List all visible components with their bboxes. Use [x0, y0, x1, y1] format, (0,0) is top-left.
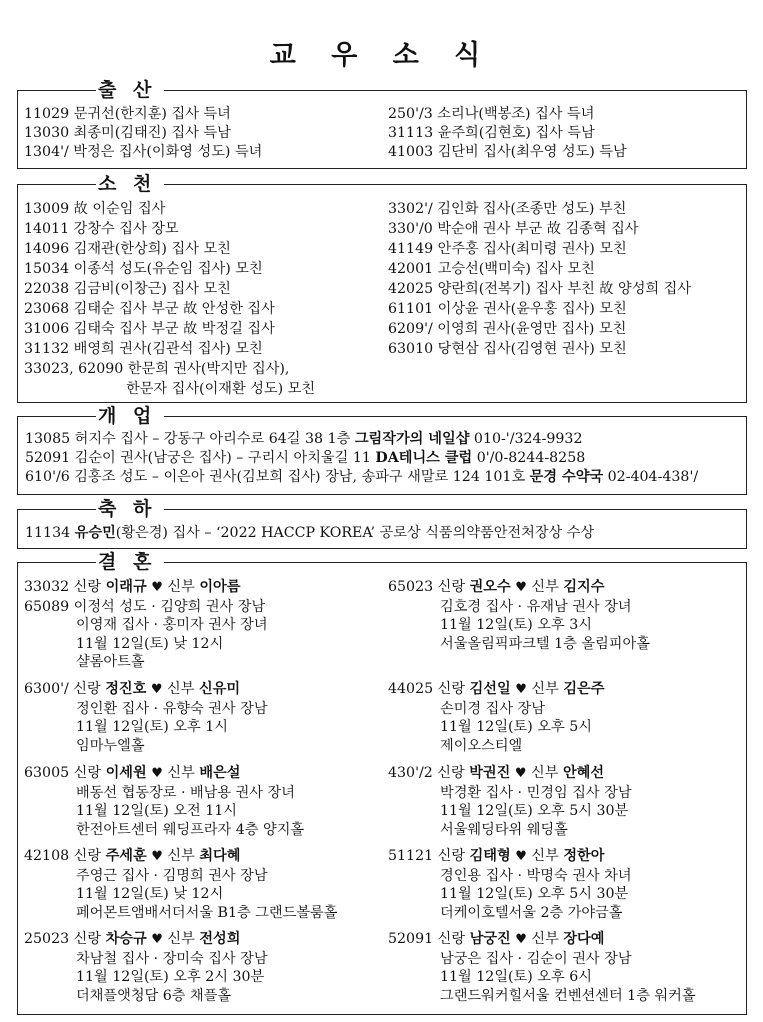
list-item: 23068 김태순 집사 부군 故 안성한 집사	[24, 301, 275, 317]
section-birth-title: 출 산	[96, 79, 164, 101]
member-id: 42108	[24, 848, 74, 864]
list-item: 330'/0 박순애 권사 부군 故 김종혁 집사	[388, 221, 639, 237]
bride-label: 신부	[167, 681, 199, 697]
wedding-detail-line: 제이오스티엘	[440, 737, 523, 754]
list-item: 63010 당현삼 집사(김영현 권사) 모친	[388, 341, 627, 357]
bride-name: 김지수	[563, 579, 605, 595]
section-congrats	[17, 498, 747, 549]
section-wedding-title: 결 혼	[96, 551, 164, 573]
wedding-detail-line: 서울웨딩타위 웨딩홀	[440, 821, 568, 838]
member-id: 33032	[24, 579, 74, 595]
bride-name: 배은설	[199, 765, 241, 781]
wedding-couple-line	[24, 930, 268, 950]
list-item: 52091 김순이 권사(남궁은 집사) – 구리시 아치울길 11 DA테니스 클럽 0'/0-8244-8258	[25, 450, 586, 467]
list-item: 42001 고승선(백미숙) 집사 모친	[388, 261, 595, 277]
wedding-detail-line: 11월 12일(토) 오후 6시	[440, 969, 592, 986]
list-item: 31006 김태숙 집사 부군 故 박정길 집사	[24, 321, 275, 337]
groom-label: 신랑	[73, 931, 106, 947]
wedding-detail-line: 그랜드워커힐서울 컨벤션센터 1층 워커홀	[440, 987, 696, 1004]
wedding-detail-line: 남궁은 집사 · 김순이 권사 장남	[440, 950, 632, 967]
list-item: 11029 문귀선(한지훈) 집사 득녀	[24, 106, 231, 122]
death-left-column	[24, 199, 315, 399]
wedding-detail-line: 손미경 집사 장남	[440, 700, 545, 717]
heart-icon: ♥	[515, 580, 527, 595]
list-item: 33023, 62090 한문희 권사(박지만 집사),	[24, 361, 290, 377]
wedding-entry	[24, 680, 268, 755]
page-title: 교 우 소 식	[269, 40, 494, 71]
wedding-detail-line: 11월 12일(토) 오후 2시 30분	[76, 969, 265, 986]
section-opening	[17, 405, 747, 495]
congrats-list	[25, 524, 594, 543]
wedding-detail-line: 11월 12일(토) 오후 5시 30분	[440, 886, 629, 903]
wedding-entry	[24, 764, 304, 839]
birth-left-column	[24, 105, 262, 163]
section-death-title: 소 천	[96, 173, 164, 195]
bride-label: 신부	[531, 765, 563, 781]
bride-name: 정한아	[563, 848, 605, 864]
groom-name: 정진호	[105, 681, 147, 697]
wedding-entry	[388, 578, 650, 653]
section-wedding	[17, 551, 747, 1015]
list-item: 61101 이상윤 권사(윤우홍 집사) 모친	[388, 301, 627, 317]
groom-name: 주세훈	[105, 848, 147, 864]
list-item: 22038 김금비(이창근) 집사 모친	[24, 281, 231, 297]
wedding-detail-line: 서울올림픽파크텔 1층 올림피아홀	[440, 635, 650, 652]
list-item: 13030 최종미(김태진) 집사 득남	[24, 125, 231, 142]
list-item: 31113 윤주희(김현호) 집사 득남	[388, 125, 595, 142]
death-right-column	[388, 199, 691, 359]
wedding-detail-line: 11월 12일(토) 오전 11시	[76, 803, 237, 820]
bride-name: 신유미	[198, 681, 241, 697]
list-item: 1304'/ 박정은 집사(이화영 성도) 득녀	[24, 144, 263, 161]
section-congrats-title: 축 하	[96, 498, 164, 520]
wedding-detail-line: 페어몬트앰배서더서울 B1층 그랜드볼룸홀	[76, 904, 338, 921]
heart-icon: ♥	[515, 682, 527, 697]
bride-label: 신부	[167, 931, 200, 947]
heart-icon: ♥	[515, 932, 527, 947]
section-birth	[17, 79, 747, 169]
list-item: 250'/3 소리나(백봉조) 집사 득녀	[388, 106, 595, 122]
groom-label: 신랑	[73, 681, 106, 697]
wedding-couple-line	[24, 578, 268, 598]
list-item: 6209'/ 이영희 권사(윤영만 집사) 모친	[388, 321, 627, 337]
bride-name: 안혜선	[562, 765, 605, 781]
wedding-detail-line: 임마누엘홀	[76, 737, 145, 754]
wedding-couple-line	[388, 930, 696, 950]
groom-label: 신랑	[437, 848, 470, 864]
heart-icon: ♥	[515, 849, 527, 864]
wedding-couple-line	[24, 680, 268, 700]
heart-icon: ♥	[151, 766, 163, 781]
list-item: 31132 배영희 권사(김관석 집사) 모친	[24, 341, 263, 357]
bride-label: 신부	[167, 765, 200, 781]
opening-list	[25, 430, 698, 488]
member-id: 65023	[388, 579, 438, 595]
wedding-detail-line: 더케이호텔서울 2층 가야금홀	[440, 904, 623, 921]
wedding-detail-line: 김호경 집사 · 유재남 권사 장녀	[440, 598, 632, 615]
groom-label: 신랑	[437, 681, 470, 697]
birth-right-column	[388, 105, 627, 163]
groom-name: 이래규	[105, 579, 147, 595]
wedding-detail-line: 이영재 집사 · 홍미자 권사 장녀	[76, 617, 268, 634]
wedding-detail-line: 박경환 집사 · 민경임 집사 장남	[440, 784, 632, 801]
wedding-entry	[24, 578, 268, 672]
heart-icon: ♥	[514, 766, 527, 781]
member-id: 44025	[388, 681, 438, 697]
heart-icon: ♥	[151, 932, 163, 947]
groom-name: 박권진	[469, 765, 511, 781]
bride-label: 신부	[531, 681, 564, 697]
member-id: 51121	[388, 848, 438, 864]
bride-label: 신부	[531, 931, 564, 947]
wedding-detail-line: 더채플앳청담 6층 채플홀	[76, 987, 232, 1004]
wedding-entry	[24, 847, 337, 922]
bride-name: 장다예	[563, 931, 605, 947]
bride-label: 신부	[167, 579, 200, 595]
groom-name: 권오수	[469, 579, 511, 595]
wedding-detail-line: 배동선 협동장로 · 배남용 권사 장녀	[76, 784, 295, 801]
groom-label: 신랑	[437, 931, 470, 947]
groom-label: 신랑	[437, 765, 470, 781]
groom-name: 김태형	[469, 848, 511, 864]
list-item: 41149 안주홍 집사(최미령 권사) 모친	[388, 241, 627, 257]
wedding-detail-line: 11월 12일(토) 오후 5시	[440, 719, 592, 736]
bride-name: 김은주	[563, 681, 605, 697]
list-item-continuation: 한문자 집사(이재환 성도) 모친	[126, 381, 316, 397]
list-item: 3302'/ 김인화 집사(조종만 성도) 부친	[388, 201, 627, 217]
groom-name: 차승규	[105, 931, 147, 947]
groom-label: 신랑	[437, 579, 470, 595]
list-item: 14096 김재관(한상희) 집사 모친	[24, 241, 231, 257]
wedding-detail-line: 11월 12일(토) 낮 12시	[76, 635, 224, 652]
bride-label: 신부	[167, 848, 200, 864]
heart-icon: ♥	[151, 580, 163, 595]
groom-name: 남궁진	[469, 931, 511, 947]
groom-label: 신랑	[73, 765, 106, 781]
list-item: 15034 이종석 성도(유순임 집사) 모친	[24, 261, 263, 277]
bride-label: 신부	[531, 579, 564, 595]
wedding-detail-line: 11월 12일(토) 오후 3시	[440, 617, 592, 634]
wedding-detail-line: 11월 12일(토) 오후 5시 30분	[440, 803, 629, 820]
wedding-detail-line: 11월 12일(토) 낮 12시	[76, 886, 224, 903]
member-id: 25023	[24, 931, 74, 947]
bride-name: 이아름	[199, 579, 241, 595]
member-id: 6300'/	[24, 681, 74, 697]
member-id: 52091	[388, 931, 438, 947]
wedding-entry	[24, 930, 268, 1005]
wedding-couple-line	[24, 847, 337, 867]
wedding-detail-line: 65089 이정석 성도 · 김양희 권사 장남	[24, 598, 266, 615]
wedding-entry	[388, 764, 632, 839]
list-item: 14011 강창수 집사 장모	[24, 221, 179, 237]
list-item: 610'/6 김홍조 성도 – 이은아 권사(김보희 집사) 장남, 송파구 새말로 124 101호 문경 수약국 02-404-438'/	[25, 469, 699, 486]
wedding-couple-line	[388, 680, 604, 700]
list-item: 13009 故 이순임 집사	[24, 201, 166, 217]
groom-label: 신랑	[73, 848, 106, 864]
wedding-detail-line: 주영근 집사 · 김명희 권사 장남	[76, 867, 268, 884]
heart-icon: ♥	[151, 849, 163, 864]
list-item: 42025 양란희(전복기) 집사 부친 故 양성희 집사	[388, 281, 692, 297]
wedding-detail-line: 정인환 집사 · 유향숙 권사 장남	[76, 700, 268, 717]
list-item: 41003 김단비 집사(최우영 성도) 득남	[388, 144, 627, 161]
groom-label: 신랑	[73, 579, 106, 595]
wedding-couple-line	[24, 764, 304, 784]
list-item: 13085 허지수 집사 – 강동구 아리수로 64길 38 1층 그림작가의 네일샵 010-'/324-9932	[25, 431, 583, 447]
section-death	[17, 173, 747, 403]
wedding-entry	[388, 930, 696, 1005]
bride-label: 신부	[531, 848, 564, 864]
wedding-couple-line	[388, 578, 650, 598]
wedding-entry	[388, 680, 604, 755]
wedding-detail-line: 11월 12일(토) 오후 1시	[76, 719, 228, 736]
wedding-couple-line	[388, 847, 632, 867]
bride-name: 최다혜	[199, 848, 241, 864]
section-opening-title: 개 업	[96, 405, 164, 427]
member-id: 63005	[24, 765, 74, 781]
wedding-detail-line: 경인용 집사 · 박명숙 권사 차녀	[440, 867, 632, 884]
wedding-couple-line	[388, 764, 632, 784]
wedding-detail-line: 차남철 집사 · 장미숙 집사 장남	[76, 950, 268, 967]
list-item: 11134 유승민(황은경) 집사 – ‘2022 HACCP KOREA’ 공로상 식품의약품안전처장상 수상	[25, 525, 595, 541]
wedding-detail-line: 샬롬아트홀	[76, 654, 145, 671]
wedding-detail-line: 한전아트센터 웨딩프라자 4층 양지홀	[76, 821, 305, 838]
groom-name: 김선일	[469, 681, 511, 697]
heart-icon: ♥	[150, 682, 163, 697]
groom-name: 이세원	[105, 765, 147, 781]
wedding-entry	[388, 847, 632, 922]
bride-name: 전성희	[199, 931, 241, 947]
member-id: 430'/2	[388, 765, 438, 781]
